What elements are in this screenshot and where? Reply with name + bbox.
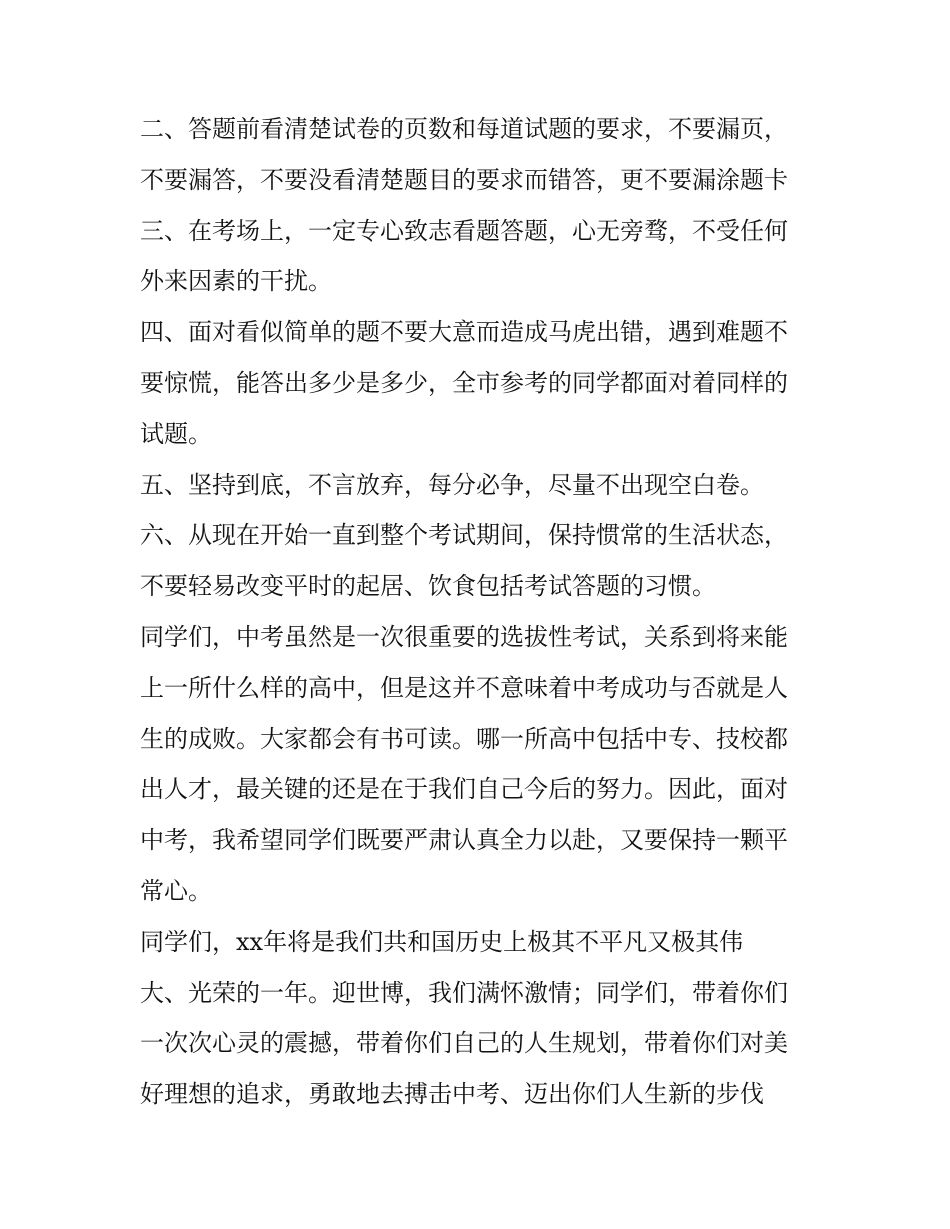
text-line: 常心。 xyxy=(140,876,212,905)
text-line: 四、面对看似简单的题不要大意而造成马虎出错，遇到难题不 xyxy=(140,318,788,347)
text-line: 大、光荣的一年。迎世博，我们满怀激情；同学们，带着你们 xyxy=(140,978,788,1007)
body-text xyxy=(140,104,830,1120)
text-line: 六、从现在开始一直到整个考试期间，保持惯常的生活状态， xyxy=(140,521,788,550)
text-line: 出人才，最关键的还是在于我们自己今后的努力。因此，面对 xyxy=(140,775,788,804)
text-line: 三、在考场上，一定专心致志看题答题，心无旁骛，不受任何 xyxy=(140,216,788,245)
text-line: 中考，我希望同学们既要严肃认真全力以赴，又要保持一颗平 xyxy=(140,826,788,855)
text-line: 上一所什么样的高中，但是这并不意味着中考成功与否就是人 xyxy=(140,673,788,702)
text-line: 好理想的追求，勇敢地去搏击中考、迈出你们人生新的步伐 xyxy=(140,1080,764,1109)
text-line: 不要轻易改变平时的起居、饮食包括考试答题的习惯。 xyxy=(140,572,716,601)
text-line: 要惊慌，能答出多少是多少，全市参考的同学都面对着同样的 xyxy=(140,368,788,397)
text-line: 一次次心灵的震撼，带着你们自己的人生规划，带着你们对美 xyxy=(140,1029,788,1058)
text-line: 同学们，中考虽然是一次很重要的选拔性考试，关系到将来能 xyxy=(140,622,788,651)
text-line: 生的成败。大家都会有书可读。哪一所高中包括中专、技校都 xyxy=(140,724,788,753)
text-line: 不要漏答，不要没看清楚题目的要求而错答，更不要漏涂题卡 xyxy=(140,165,788,194)
text-line: 外来因素的干扰。 xyxy=(140,267,332,296)
text-line: 试题。 xyxy=(140,419,212,448)
text-line: 五、坚持到底，不言放弃，每分必争，尽量不出现空白卷。 xyxy=(140,470,764,499)
text-line: 二、答题前看清楚试卷的页数和每道试题的要求，不要漏页， xyxy=(140,115,788,143)
text-line: 同学们，xx年将是我们共和国历史上极其不平凡又极其伟 xyxy=(140,927,744,956)
